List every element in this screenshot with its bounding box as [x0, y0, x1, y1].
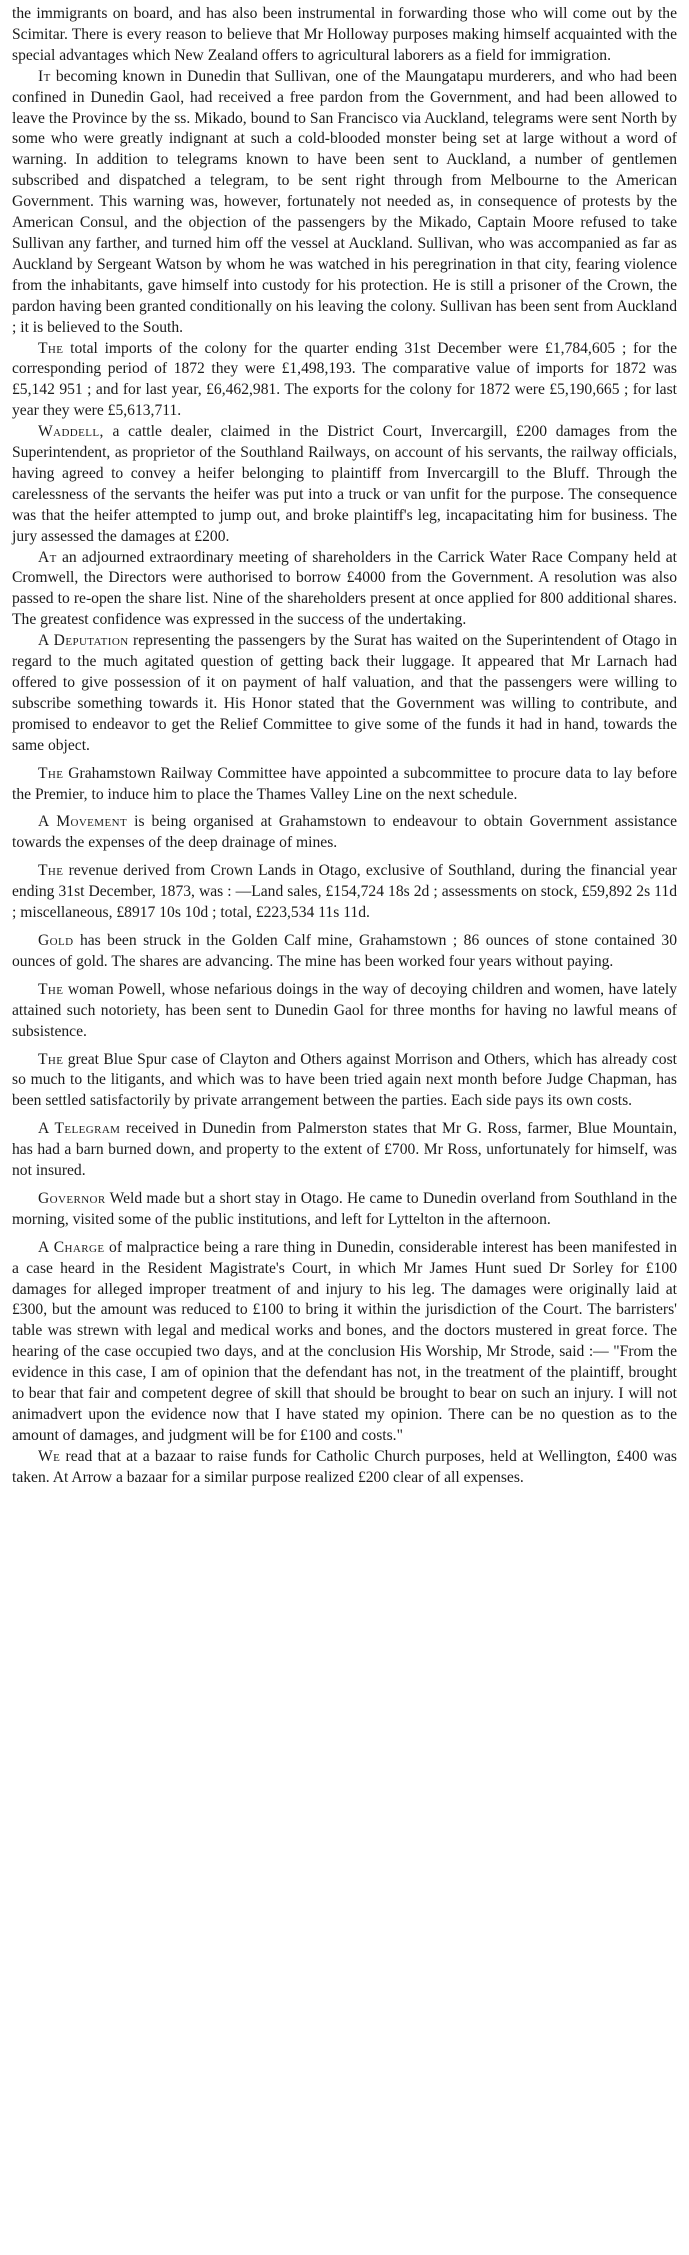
paragraph-grahamstown-railway	[12, 764, 677, 806]
paragraph-golden-calf-gold	[12, 931, 677, 973]
paragraph-text: revenue derived from Crown Lands in Otago, exclusive of Southland, during the financial year ending 31st December, 1873, was : —Land sales, £154,724 18s 2d ; assessments on stock, £59,892 2s 11d ; miscellaneous, £8917 10s 10d ; total, £223,534 11s 11d.	[12, 862, 677, 922]
paragraph-immigration	[12, 4, 677, 67]
paragraph-text: total imports of the colony for the quarter ending 31st December were £1,784,605 ; for the corresponding period of 1872 they were £1,498,193. The comparative value of imports for 1872 was £5,142 951 ; and for last year, £6,462,981. The exports for the colony for 1872 were £5,190,665 ; for last year they were £5,613,711.	[12, 339, 677, 420]
paragraph-text: becoming known in Dunedin that Sullivan, one of the Maungatapu murderers, and who had been confined in Dunedin Gaol, had received a free pardon from the Government, and had been allowed to leave the Province by the ss. Mikado, bound to San Francisco via Auckland, telegrams were sent North by some who were greatly indignant at such a cold-blooded monster being set at large without a word of warning. In addition to telegrams known to have been sent to Auckland, a number of gentlemen subscribed and dispatched a telegram, to be sent right through from Melbourne to the American Government. This warning was, however, fortunately not needed as, in consequence of protests by the American Consul, and the objection of the passengers by the Mikado, Captain Moore refused to take Sullivan any farther, and turned him off the vessel at Auckland. Sullivan, who was accompanied as far as Auckland by Sergeant Watson by whom he was watched in his peregrination in that city, fearing violence from the inhabitants, gave himself into custody for his protection. He is still a prisoner of the Crown, the pardon having been granted conditionally on his leaving the colony. Sullivan has been sent from Auckland ; it is believed to the South.	[12, 67, 677, 336]
paragraph-lead: We	[38, 1447, 61, 1465]
paragraph-lead: At	[38, 548, 57, 566]
paragraph-lead: The	[38, 1050, 64, 1068]
paragraph-lead: A Charge	[38, 1238, 105, 1256]
paragraph-text: the immigrants on board, and has also been instrumental in forwarding those who will come out by the Scimitar. There is every reason to believe that Mr Holloway purposes making himself acquainted with the special advantages which New Zealand offers to agricultural laborers as a field for immigration.	[12, 5, 677, 64]
paragraph-text: representing the passengers by the Surat has waited on the Superintendent of Otago in regard to the much agitated question of getting back their luggage. It appeared that Mr Larnach had offered to give possession of it on payment of half valuation, and that the passengers were willing to subscribe something towards it. His Honor stated that the Government was willing to contribute, and promised to endeavor to get the Relief Committee to give some of the funds it had in hand, towards the same object.	[12, 632, 677, 754]
paragraph-text: received in Dunedin from Palmerston states that Mr G. Ross, farmer, Blue Mountain, has had a barn burned down, and property to the extent of £700. Mr Ross, unfortunately for himself, was not insured.	[12, 1120, 677, 1180]
paragraph-lead: A Movement	[38, 813, 128, 831]
paragraph-malpractice-case	[12, 1238, 677, 1447]
paragraph-lead: The	[38, 339, 64, 357]
paragraph-governor-weld	[12, 1189, 677, 1231]
paragraph-lead: A Deputation	[38, 632, 129, 650]
paragraph-lead: The	[38, 862, 64, 880]
paragraph-text: woman Powell, whose nefarious doings in the way of decoying children and women, have lately attained such notoriety, has been sent to Dunedin Gaol for three months for having no lawful means of subsistence.	[12, 980, 677, 1040]
paragraph-sullivan-pardon	[12, 67, 677, 339]
paragraph-text: a cattle dealer, claimed in the District Court, Invercargill, £200 damages from the Superintendent, as proprietor of the Southland Railways, on account of his servants, the railway officials, having agreed to convey a heifer belonging to plaintiff from Invercargill to the Bluff. Through the carelessness of the servants the heifer was put into a truck or van unfit for the purpose. The consequence was that the heifer attempted to jump out, and broke plaintiff's leg, incapacitating him for business. The jury assessed the damages at £200.	[12, 423, 677, 545]
paragraph-lead: The	[38, 980, 64, 998]
paragraph-text: an adjourned extraordinary meeting of shareholders in the Carrick Water Race Company held at Cromwell, the Directors were authorised to borrow £4000 from the Government. A resolution was also passed to re-open the share list. Nine of the shareholders present at once applied for 800 additional shares. The greatest confidence was expressed in the success of the undertaking.	[12, 548, 677, 629]
paragraph-text: read that at a bazaar to raise funds for Catholic Church purposes, held at Wellington, £400 was taken. At Arrow a bazaar for a similar purpose realized £200 clear of all expenses.	[12, 1447, 677, 1486]
paragraph-lead: Waddell,	[38, 423, 104, 441]
paragraph-text: has been struck in the Golden Calf mine, Grahamstown ; 86 ounces of stone contained 30 ounces of gold. The shares are advancing. The mine has been worked four years without paying.	[12, 931, 677, 970]
paragraph-text: is being organised at Grahamstown to endeavour to obtain Government assistance towards the expenses of the deep drainage of mines.	[12, 813, 677, 852]
paragraph-text: of malpractice being a rare thing in Dunedin, considerable interest has been manifested in a case heard in the Resident Magistrate's Court, in which Mr James Hunt sued Dr Sorley for £100 damages for alleged improper treatment of and injury to his leg. The damages were originally laid at £300, but the amount was reduced to £100 to bring it within the jurisdiction of the Court. The barristers' table was strewn with legal and medical works and bones, and the doctors mustered in great force. The hearing of the case occupied two days, and at the conclusion His Worship, Mr Strode, said :— "From the evidence in this case, I am of opinion that the defendant has not, in the treatment of the plaintiff, brought to bear that fair and competent degree of skill that should be brought to bear on such an injury. I will not animadvert upon the evidence now that I have stated my opinion. There can be no question as to the amount of damages, and judgment will be for £100 and costs."	[12, 1238, 677, 1444]
paragraph-crown-lands-revenue	[12, 861, 677, 924]
paragraph-carrick-water-race	[12, 548, 677, 632]
paragraph-lead: The	[38, 764, 64, 782]
paragraph-lead: It	[38, 67, 51, 85]
paragraph-blue-spur-case	[12, 1050, 677, 1113]
paragraph-imports	[12, 339, 677, 423]
paragraph-lead: Gold	[38, 931, 74, 949]
paragraph-woman-powell	[12, 980, 677, 1043]
paragraph-lead: A Telegram	[38, 1120, 121, 1138]
paragraph-drainage-movement	[12, 812, 677, 854]
paragraph-text: Weld made but a short stay in Otago. He came to Dunedin overland from Southland in the morning, visited some of the public institutions, and left for Lyttelton in the afternoon.	[12, 1189, 677, 1228]
paragraph-lead: Governor	[38, 1189, 106, 1207]
paragraph-waddell-case	[12, 422, 677, 547]
paragraph-bazaar	[12, 1447, 677, 1489]
paragraph-text: great Blue Spur case of Clayton and Others against Morrison and Others, which has already cost so much to the litigants, and which was to have been tried again next month before Judge Chapman, has been settled satisfactorily by private arrangement between the parties. Each side pays its own costs.	[12, 1050, 677, 1110]
paragraph-palmerston-fire	[12, 1119, 677, 1182]
paragraph-text: Grahamstown Railway Committee have appointed a subcommittee to procure data to lay before the Premier, to induce him to place the Thames Valley Line on the next schedule.	[12, 764, 677, 803]
paragraph-surat-passengers	[12, 631, 677, 756]
